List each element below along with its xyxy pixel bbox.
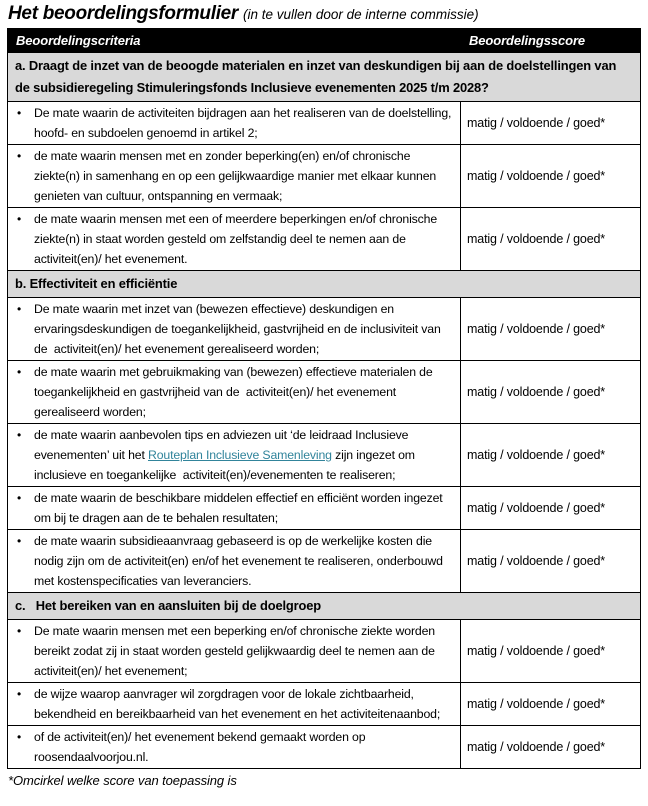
- bullet-icon: •: [17, 106, 22, 120]
- criterion-text: De mate waarin met inzet van (bewezen effectieve) deskundigen en ervaringsdeskundigen de toegankelijkheid, gastvrijheid en de inclusiviteit van de activiteit(en)/ het evenement gerealiseerd worden;: [34, 302, 444, 356]
- criterion-cell: [8, 424, 461, 487]
- criterion-row: [8, 487, 641, 530]
- score-options: matig / voldoende / goed*: [461, 102, 641, 145]
- section-header-c: [8, 593, 641, 620]
- criterion-row: [8, 298, 641, 361]
- section-header-b: [8, 271, 641, 298]
- column-header-score: Beoordelingsscore: [461, 29, 641, 53]
- section-c-label: c. Het bereiken van en aansluiten bij de doelgroep: [8, 593, 641, 620]
- routeplan-link[interactable]: Routeplan Inclusieve Samenleving: [147, 448, 332, 462]
- criterion-cell: [8, 361, 461, 424]
- score-options: matig / voldoende / goed*: [461, 487, 641, 530]
- criterion-cell: [8, 530, 461, 593]
- criterion-cell: [8, 683, 461, 726]
- criterion-text-pre: de mate waarin aanbevolen tips en adviezen uit ‘de leidraad Inclusieve evenementen’ uit het: [34, 428, 412, 462]
- score-options: matig / voldoende / goed*: [461, 298, 641, 361]
- score-options: matig / voldoende / goed*: [461, 620, 641, 683]
- score-options: matig / voldoende / goed*: [461, 361, 641, 424]
- assessment-table: [7, 28, 641, 769]
- bullet-icon: •: [17, 730, 22, 744]
- score-options: matig / voldoende / goed*: [461, 726, 641, 769]
- criterion-row: [8, 361, 641, 424]
- score-options: matig / voldoende / goed*: [461, 530, 641, 593]
- criterion-cell: [8, 102, 461, 145]
- criterion-text: de mate waarin subsidieaanvraag gebaseerd is op de werkelijke kosten die nodig zijn om de activiteit(en) en/of het evenement te realiseren, onderbouwd met kostenspecificaties van leveranciers.: [34, 534, 447, 588]
- bullet-icon: •: [17, 428, 22, 442]
- section-a-label: a. Draagt de inzet van de beoogde materialen en inzet van deskundigen bij aan de doelstellingen van de subsidieregeling Stimuleringsfonds Inclusieve evenementen 2025 t/m 2028?: [8, 53, 641, 102]
- score-options: matig / voldoende / goed*: [461, 145, 641, 208]
- criterion-text: De mate waarin mensen met een beperking en/of chronische ziekte worden bereikt zodat zij in staat worden gesteld gelijkwaardig deel te nemen aan de activiteit(en)/ het evenement;: [34, 624, 439, 678]
- criterion-row: [8, 145, 641, 208]
- criterion-cell: [8, 487, 461, 530]
- criterion-cell: [8, 726, 461, 769]
- section-header-a: [8, 53, 641, 102]
- criterion-row: [8, 208, 641, 271]
- title-main: Het beoordelingsformulier: [8, 3, 239, 24]
- page-title: [0, 0, 648, 28]
- criterion-row: [8, 620, 641, 683]
- section-b-label: b. Effectiviteit en efficiëntie: [8, 271, 641, 298]
- criterion-row: [8, 683, 641, 726]
- criterion-cell: [8, 620, 461, 683]
- criterion-text-with-link: [34, 425, 456, 485]
- criterion-row: [8, 726, 641, 769]
- criterion-cell: [8, 208, 461, 271]
- table-header-row: [8, 29, 641, 53]
- criterion-text: De mate waarin de activiteiten bijdragen aan het realiseren van de doelstelling, hoofd- en subdoelen genoemd in artikel 2;: [34, 106, 455, 140]
- criterion-text: de mate waarin mensen met en zonder beperking(en) en/of chronische ziekte(n) in samenhang en op een gelijkwaardige manier met elkaar kunnen genieten van cultuur, ontspanning en vermaak;: [34, 149, 440, 203]
- criterion-text-post: zijn ingezet om inclusieve en toegankelijke activiteit(en)/evenementen te realiseren;: [34, 448, 419, 482]
- bullet-icon: •: [17, 212, 22, 226]
- criterion-row: [8, 102, 641, 145]
- score-options: matig / voldoende / goed*: [461, 683, 641, 726]
- criterion-text: de mate waarin met gebruikmaking van (bewezen) effectieve materialen de toegankelijkheid en gastvrijheid van de activiteit(en)/ het evenement gerealiseerd worden;: [34, 365, 436, 419]
- title-subtitle: (in te vullen door de interne commissie): [243, 7, 479, 22]
- score-options: matig / voldoende / goed*: [461, 208, 641, 271]
- column-header-criteria: Beoordelingscriteria: [8, 29, 461, 53]
- footnote: *Omcirkel welke score van toepassing is: [8, 773, 237, 788]
- score-options: matig / voldoende / goed*: [461, 424, 641, 487]
- bullet-icon: •: [17, 302, 22, 316]
- criterion-row: [8, 424, 641, 487]
- criterion-cell: [8, 298, 461, 361]
- criterion-row: [8, 530, 641, 593]
- criterion-text: de mate waarin de beschikbare middelen effectief en efficiënt worden ingezet om bij te dragen aan de te behalen resultaten;: [34, 491, 446, 525]
- bullet-icon: •: [17, 491, 22, 505]
- bullet-icon: •: [17, 534, 22, 548]
- bullet-icon: •: [17, 687, 22, 701]
- criterion-text: of de activiteit(en)/ het evenement bekend gemaakt worden op roosendaalvoorjou.nl.: [34, 730, 369, 764]
- criterion-text: de wijze waarop aanvrager wil zorgdragen voor de lokale zichtbaarheid, bekendheid en bereikbaarheid van het evenement en het activiteitenaanbod;: [34, 687, 441, 721]
- criterion-text: de mate waarin mensen met een of meerdere beperkingen en/of chronische ziekte(n) in staat worden gesteld om zelfstandig deel te nemen aan de activiteit(en)/ het evenement.: [34, 212, 441, 266]
- bullet-icon: •: [17, 365, 22, 379]
- bullet-icon: •: [17, 624, 22, 638]
- criterion-cell: [8, 145, 461, 208]
- bullet-icon: •: [17, 149, 22, 163]
